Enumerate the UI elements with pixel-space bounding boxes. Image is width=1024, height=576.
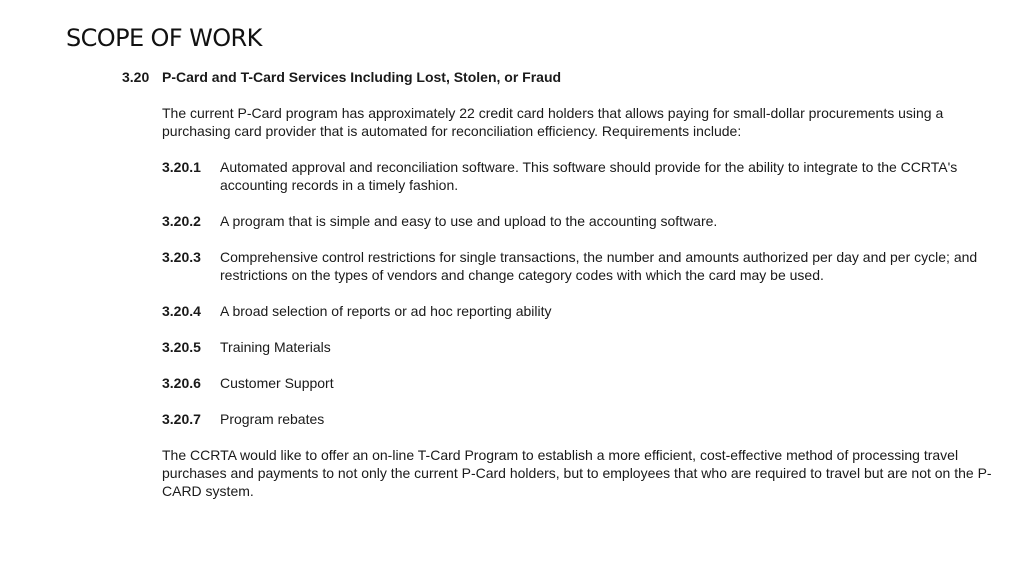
requirement-number: 3.20.4 xyxy=(162,303,201,319)
requirement-text: Training Materials xyxy=(220,339,331,355)
section-3-20 xyxy=(122,68,1002,500)
slide-title: SCOPE OF WORK xyxy=(66,24,262,52)
requirement-item xyxy=(162,158,1002,194)
requirement-item xyxy=(162,338,1002,356)
requirement-number: 3.20.5 xyxy=(162,339,201,355)
requirement-text: Customer Support xyxy=(220,375,334,391)
requirement-item xyxy=(162,212,1002,230)
requirement-number: 3.20.2 xyxy=(162,213,201,229)
requirement-text: A broad selection of reports or ad hoc reporting ability xyxy=(220,303,552,319)
requirement-text: Comprehensive control restrictions for single transactions, the number and amounts authorized per day and per cycle; and restrictions on the types of vendors and change category codes with which the card may be used. xyxy=(220,249,978,283)
section-body xyxy=(162,104,1002,500)
requirement-number: 3.20.7 xyxy=(162,411,201,427)
requirement-item xyxy=(162,302,1002,320)
requirement-item xyxy=(162,374,1002,392)
requirement-item xyxy=(162,248,1002,284)
requirement-item xyxy=(162,410,1002,428)
requirement-text: Automated approval and reconciliation software. This software should provide for the ability to integrate to the CCRTA's accounting records in a timely fashion. xyxy=(220,159,958,193)
requirement-text: A program that is simple and easy to use and upload to the accounting software. xyxy=(220,213,718,229)
requirement-number: 3.20.3 xyxy=(162,249,201,265)
closing-paragraph: The CCRTA would like to offer an on-line T-Card Program to establish a more efficient, cost-effective method of processing travel purchases and payments to not only the current P-Card holders, but to employees that who are required to travel but are not on the P-CARD system. xyxy=(162,447,992,499)
section-heading xyxy=(122,68,1002,86)
requirement-number: 3.20.1 xyxy=(162,159,201,175)
requirement-number: 3.20.6 xyxy=(162,375,201,391)
requirement-text: Program rebates xyxy=(220,411,325,427)
section-heading-text: P-Card and T-Card Services Including Lost, Stolen, or Fraud xyxy=(162,69,562,85)
intro-paragraph: The current P-Card program has approximately 22 credit card holders that allows paying for small-dollar procurements using a purchasing card provider that is automated for reconciliation efficiency. Requirements include: xyxy=(162,105,944,139)
section-number: 3.20 xyxy=(122,69,150,85)
